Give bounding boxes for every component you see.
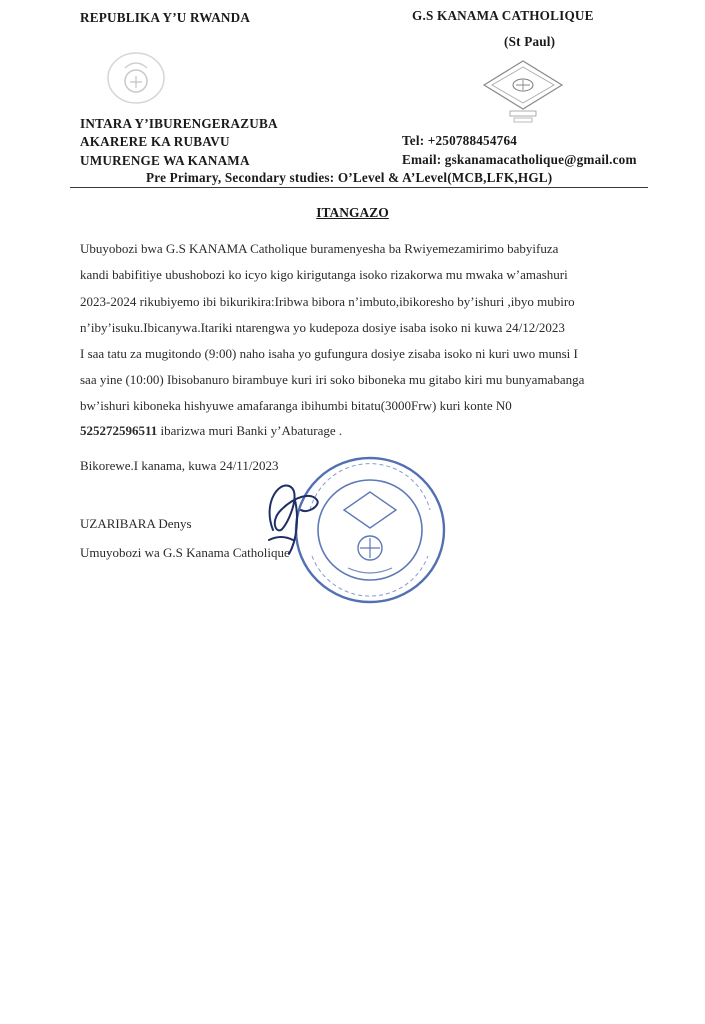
notice-line: Ubuyobozi bwa G.S KANAMA Catholique buramenyesha ba Rwiyemezamirimo babyifuza	[80, 241, 559, 256]
notice-line: n’iby’isuku.Ibicanywa.Itariki ntarengwa yo kudepoza dosiye isaba isoko ni kuwa 24/12/2023	[80, 320, 565, 335]
province-name: INTARA Y’IBURENGERAZUBA	[80, 116, 278, 131]
country-name: REPUBLIKA Y’U RWANDA	[80, 10, 251, 25]
district-name: AKARERE KA RUBAVU	[80, 134, 230, 149]
school-logo-icon	[478, 55, 568, 127]
notice-line: saa yine (10:00) Ibisobanuro birambuye kuri iri soko biboneka mu gitabo kiri mu bunyamabanga	[80, 372, 585, 387]
header-divider	[70, 187, 648, 188]
sector-name: UMURENGE WA KANAMA	[80, 153, 250, 168]
notice-title: ITANGAZO	[316, 205, 389, 220]
signatory-name: UZARIBARA Denys	[80, 516, 192, 531]
school-patron: (St Paul)	[504, 34, 556, 49]
notice-line: kandi babifitiye ubushobozi ko icyo kigo kirigutanga isoko rizakorwa mu mwaka w’amashuri	[80, 267, 568, 282]
school-phone: Tel: +250788454764	[402, 133, 518, 148]
school-email: Email: gskanamacatholique@gmail.com	[402, 152, 637, 167]
school-name: G.S KANAMA CATHOLIQUE	[412, 8, 594, 23]
studies-offered: Pre Primary, Secondary studies: O’Level & A’Level(MCB,LFK,HGL)	[146, 170, 553, 185]
rwanda-emblem-icon	[103, 48, 169, 106]
signatory-title: Umuyobozi wa G.S Kanama Catholique	[80, 545, 290, 560]
notice-last-line	[80, 423, 342, 439]
place-date: Bikorewe.I kanama, kuwa 24/11/2023	[80, 458, 279, 473]
signature-icon	[255, 470, 335, 560]
notice-line: I saa tatu za mugitondo (9:00) naho isaha yo gufungura dosiye zisaba isoko ni kuri uwo munsi I	[80, 346, 578, 361]
notice-line: bw’ishuri kiboneka hishyuwe amafaranga ibihumbi bitatu(3000Frw) kuri konte N0	[80, 398, 512, 413]
notice-line: 2023-2024 rikubiyemo ibi bikurikira:Iribwa bibora n’imbuto,ibikoresho by’ishuri ,ibyo mubiro	[80, 294, 575, 309]
account-number: 525272596511	[80, 423, 158, 438]
account-bank: ibarizwa muri Banki y’Abaturage .	[157, 423, 343, 438]
